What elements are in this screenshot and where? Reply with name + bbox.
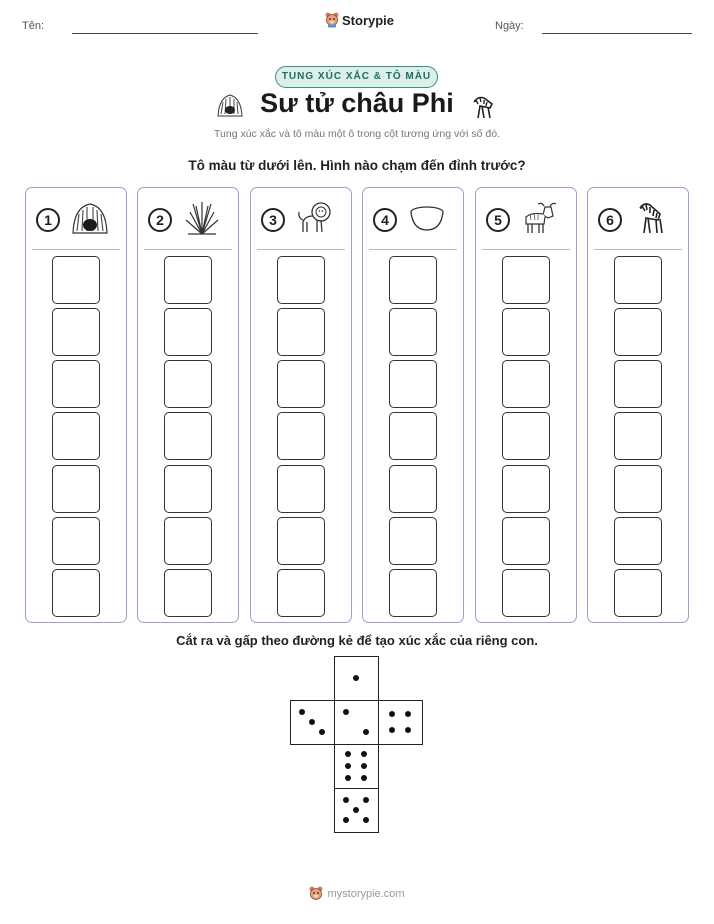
- bear-logo-icon: [325, 12, 339, 28]
- color-cell[interactable]: [277, 256, 325, 304]
- color-cell[interactable]: [277, 517, 325, 565]
- zebra-icon: [632, 200, 672, 241]
- column-header: [138, 188, 238, 250]
- footer-url[interactable]: mystorypie.com: [327, 888, 405, 900]
- color-cell[interactable]: [389, 569, 437, 617]
- dice-face-2: [334, 700, 379, 745]
- dice-pip: [353, 675, 359, 681]
- dice-pip: [309, 719, 315, 725]
- instruction: Tô màu từ dưới lên. Hình nào chạm đến đỉnh trước?: [188, 158, 526, 173]
- header: [0, 0, 714, 50]
- dice-pip: [353, 807, 359, 813]
- color-cell[interactable]: [614, 308, 662, 356]
- dice-pip: [389, 727, 395, 733]
- color-cell[interactable]: [502, 517, 550, 565]
- color-cell[interactable]: [502, 412, 550, 460]
- dice-face-3: [290, 700, 335, 745]
- dice-column-6: [587, 187, 689, 623]
- lion-den-icon: [70, 200, 110, 241]
- footer: [0, 886, 714, 902]
- color-cell[interactable]: [52, 465, 100, 513]
- dice-pip: [361, 751, 367, 757]
- dice-face-5: [334, 788, 379, 833]
- brand-name: Storypie: [342, 12, 395, 28]
- color-cell[interactable]: [277, 569, 325, 617]
- dice-face-6: [334, 744, 379, 789]
- dice-instruction: Cắt ra và gấp theo đường kẻ để tạo xúc xắc của riêng con.: [176, 633, 538, 648]
- color-cell[interactable]: [52, 256, 100, 304]
- column-header: [588, 188, 688, 250]
- color-cell[interactable]: [52, 569, 100, 617]
- dice-pip: [361, 763, 367, 769]
- activity-tag: TUNG XÚC XẮC & TÔ MÀU: [275, 66, 438, 88]
- column-divider: [594, 249, 682, 250]
- column-header: [26, 188, 126, 250]
- dice-column-5: [475, 187, 577, 623]
- color-cell[interactable]: [502, 465, 550, 513]
- column-number: 2: [148, 208, 172, 232]
- color-cell[interactable]: [52, 308, 100, 356]
- dice-pip: [345, 775, 351, 781]
- color-cell[interactable]: [502, 256, 550, 304]
- name-label: Tên:: [22, 20, 45, 32]
- color-cell[interactable]: [614, 256, 662, 304]
- dice-pip: [405, 711, 411, 717]
- name-line[interactable]: [72, 33, 258, 34]
- dice-pip: [345, 763, 351, 769]
- column-number: 1: [36, 208, 60, 232]
- color-cell[interactable]: [502, 360, 550, 408]
- color-cell[interactable]: [389, 360, 437, 408]
- color-cell[interactable]: [164, 360, 212, 408]
- color-cell[interactable]: [389, 412, 437, 460]
- subtitle: Tung xúc xắc và tô màu một ô trong cột tương ứng với số đó.: [214, 128, 500, 140]
- column-divider: [257, 249, 345, 250]
- color-cell[interactable]: [614, 412, 662, 460]
- dice-pip: [343, 817, 349, 823]
- dice-pip: [361, 775, 367, 781]
- color-cell[interactable]: [164, 465, 212, 513]
- color-cell[interactable]: [502, 308, 550, 356]
- wildebeest-icon: [520, 200, 560, 241]
- dice-pip: [363, 729, 369, 735]
- color-cell[interactable]: [277, 308, 325, 356]
- zebra-icon: [468, 92, 498, 120]
- column-header: [251, 188, 351, 250]
- dice-pip: [345, 751, 351, 757]
- date-line[interactable]: [542, 33, 692, 34]
- color-cell[interactable]: [502, 569, 550, 617]
- color-cell[interactable]: [52, 412, 100, 460]
- color-cell[interactable]: [614, 465, 662, 513]
- color-cell[interactable]: [389, 517, 437, 565]
- column-number: 6: [598, 208, 622, 232]
- grass-icon: [182, 200, 222, 241]
- date-label: Ngày:: [495, 20, 524, 32]
- bear-logo-icon: [309, 886, 323, 902]
- column-number: 3: [261, 208, 285, 232]
- color-cell[interactable]: [389, 308, 437, 356]
- color-cell[interactable]: [164, 517, 212, 565]
- page-title: Sư tử châu Phi: [260, 88, 454, 118]
- dice-pip: [389, 711, 395, 717]
- column-divider: [32, 249, 120, 250]
- dice-column-1: [25, 187, 127, 623]
- lion-icon: [295, 200, 335, 241]
- dice-pip: [343, 797, 349, 803]
- dice-column-3: [250, 187, 352, 623]
- dice-pip: [299, 709, 305, 715]
- color-cell[interactable]: [52, 517, 100, 565]
- color-cell[interactable]: [277, 412, 325, 460]
- color-cell[interactable]: [52, 360, 100, 408]
- column-divider: [369, 249, 457, 250]
- color-cell[interactable]: [389, 465, 437, 513]
- dice-pip: [319, 729, 325, 735]
- color-cell[interactable]: [277, 465, 325, 513]
- dice-pip: [363, 797, 369, 803]
- color-cell[interactable]: [614, 569, 662, 617]
- color-cell[interactable]: [164, 569, 212, 617]
- dice-face-4: [378, 700, 423, 745]
- column-header: [476, 188, 576, 250]
- column-number: 4: [373, 208, 397, 232]
- dice-face-1: [334, 656, 379, 701]
- color-cell[interactable]: [164, 412, 212, 460]
- column-divider: [482, 249, 570, 250]
- color-cell[interactable]: [614, 517, 662, 565]
- color-cell[interactable]: [389, 256, 437, 304]
- column-header: [363, 188, 463, 250]
- color-cell[interactable]: [164, 308, 212, 356]
- dice-column-4: [362, 187, 464, 623]
- color-cell[interactable]: [277, 360, 325, 408]
- bowl-icon: [407, 200, 447, 241]
- dice-pip: [405, 727, 411, 733]
- dice-pip: [363, 817, 369, 823]
- column-number: 5: [486, 208, 510, 232]
- brand-logo: [325, 12, 394, 28]
- dice-pip: [343, 709, 349, 715]
- color-cell[interactable]: [614, 360, 662, 408]
- column-divider: [144, 249, 232, 250]
- color-cell[interactable]: [164, 256, 212, 304]
- dice-column-2: [137, 187, 239, 623]
